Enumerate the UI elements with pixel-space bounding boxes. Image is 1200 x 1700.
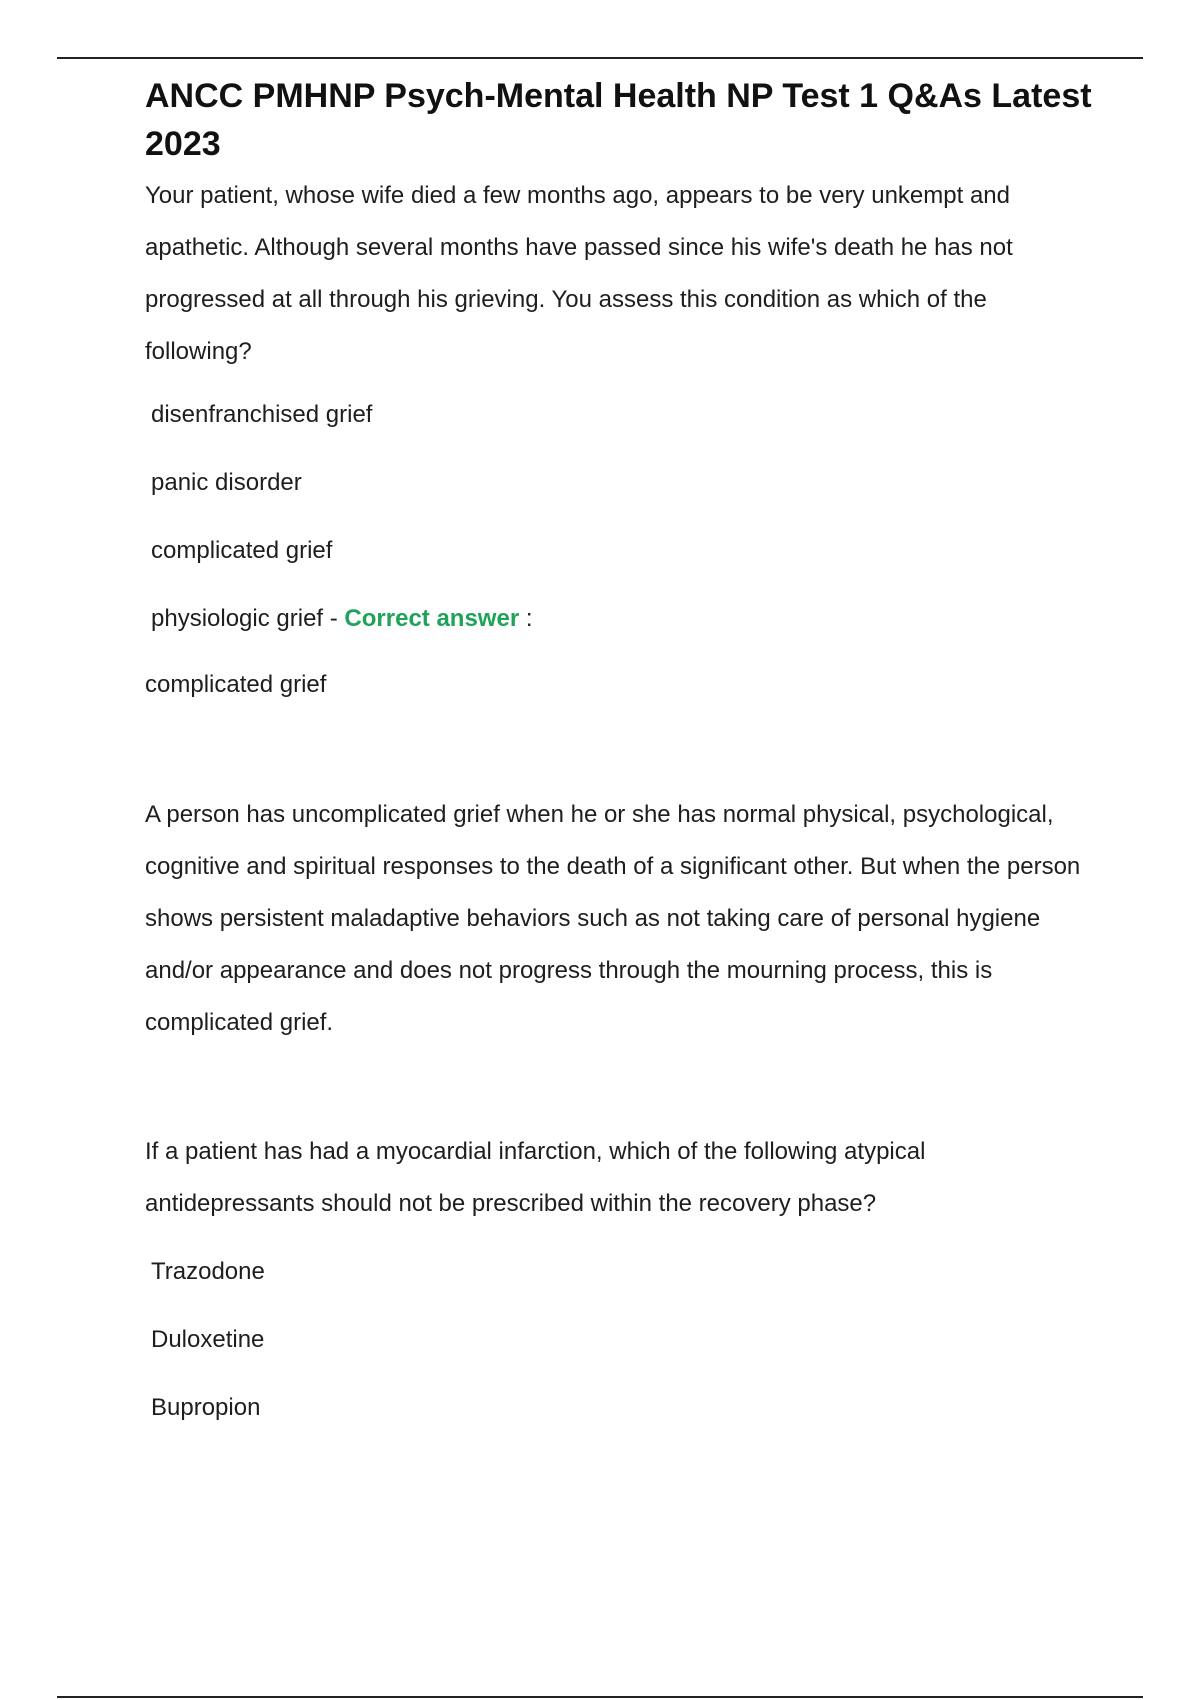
question-1-prompt: Your patient, whose wife died a few months ago, appears to be very unkempt and apathetic. Although several months have passed since his wife's death he has not progressed at all through his grieving. You assess this condition as which of the following?: [145, 182, 1013, 365]
top-rule: [57, 57, 1143, 59]
question-2-option-b: Duloxetine: [151, 1326, 265, 1353]
correct-answer-label: Correct answer: [344, 605, 520, 632]
answer-colon: :: [519, 605, 533, 632]
question-1-option-b: panic disorder: [151, 469, 302, 496]
question-1-option-c: complicated grief: [151, 537, 333, 564]
question-1: [145, 170, 1095, 1049]
question-2-options: [145, 1238, 1095, 1442]
question-1-answer: complicated grief: [145, 671, 327, 698]
page-title: ANCC PMHNP Psych-Mental Health NP Test 1 Q&As Latest 2023: [145, 77, 1092, 163]
question-1-option-d: [145, 585, 1095, 653]
question-2-option-c: Bupropion: [151, 1394, 261, 1421]
question-1-options: [145, 381, 1095, 653]
bottom-rule: [57, 1696, 1143, 1698]
spacer: [145, 717, 1095, 789]
question-2: [145, 1126, 1095, 1442]
question-2-option-a: Trazodone: [151, 1258, 265, 1285]
question-1-explanation: A person has uncomplicated grief when he or she has normal physical, psychological, cognitive and spiritual responses to the death of a significant other. But when the person shows persistent maladaptive behaviors such as not taking care of personal hygiene and/or appearance and does not progress through the mourning process, this is complicated grief.: [145, 801, 1081, 1036]
question-2-prompt: If a patient has had a myocardial infarction, which of the following atypical antidepressants should not be prescribed within the recovery phase?: [145, 1138, 926, 1217]
question-1-option-a: disenfranchised grief: [151, 401, 373, 428]
question-1-option-d-label: physiologic grief: [151, 605, 324, 632]
answer-separator: -: [323, 605, 345, 632]
spacer: [145, 1049, 1095, 1126]
document-page: [145, 72, 1095, 1442]
